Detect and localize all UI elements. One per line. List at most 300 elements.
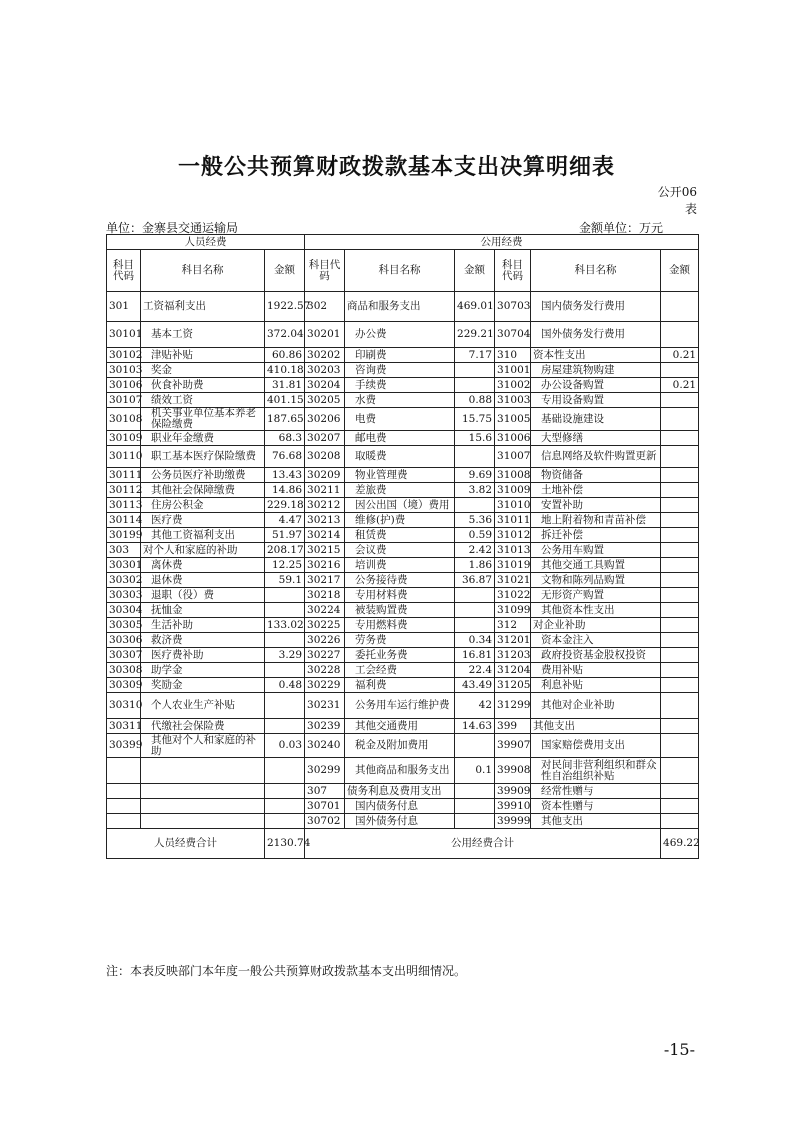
code-cell: 310 — [495, 348, 531, 363]
amount-cell — [265, 719, 305, 734]
expenditure-table — [106, 234, 699, 859]
name-cell: 公务接待费 — [345, 573, 455, 588]
code-cell: 31002 — [495, 378, 531, 393]
name-cell: 代缴社会保险费 — [141, 719, 265, 734]
table-row — [107, 322, 699, 348]
code-cell: 31099 — [495, 603, 531, 618]
code-cell: 312 — [495, 618, 531, 633]
code-cell: 301 — [107, 292, 141, 322]
name-cell: 对企业补助 — [531, 618, 661, 633]
code-cell: 30205 — [305, 393, 345, 408]
code-cell: 39999 — [495, 814, 531, 829]
amount-cell: 401.15 — [265, 393, 305, 408]
table-row — [107, 408, 699, 431]
name-cell: 奖励金 — [141, 678, 265, 693]
name-cell: 其他商品和服务支出 — [345, 758, 455, 784]
code-cell: 30202 — [305, 348, 345, 363]
code-cell: 30208 — [305, 446, 345, 468]
name-cell: 其他支出 — [531, 814, 661, 829]
amount-cell: 3.29 — [265, 648, 305, 663]
name-cell: 国内债务付息 — [345, 799, 455, 814]
amount-cell: 0.34 — [455, 633, 495, 648]
name-cell: 办公设备购置 — [531, 378, 661, 393]
table-row — [107, 693, 699, 719]
name-cell: 利息补贴 — [531, 678, 661, 693]
name-cell: 职工基本医疗保险缴费 — [141, 446, 265, 468]
code-cell: 30701 — [305, 799, 345, 814]
name-cell: 绩效工资 — [141, 393, 265, 408]
col-header-code: 科目代码 — [495, 250, 531, 292]
amount-cell — [661, 693, 699, 719]
amount-cell — [661, 543, 699, 558]
code-cell: 30399 — [107, 734, 141, 758]
name-cell: 费用补贴 — [531, 663, 661, 678]
code-cell: 30215 — [305, 543, 345, 558]
name-cell: 公务用车购置 — [531, 543, 661, 558]
amount-cell — [661, 322, 699, 348]
code-cell: 30218 — [305, 588, 345, 603]
amount-cell: 0.88 — [455, 393, 495, 408]
name-cell: 政府投资基金股权投资 — [531, 648, 661, 663]
amount-cell — [661, 799, 699, 814]
name-cell: 维修(护)费 — [345, 513, 455, 528]
name-cell: 离休费 — [141, 558, 265, 573]
code-cell: 31011 — [495, 513, 531, 528]
amount-cell: 43.49 — [455, 678, 495, 693]
amount-cell: 187.65 — [265, 408, 305, 431]
amount-cell — [661, 558, 699, 573]
name-cell: 对个人和家庭的补助 — [141, 543, 265, 558]
code-cell: 30112 — [107, 483, 141, 498]
code-cell: 307 — [305, 784, 345, 799]
name-cell: 地上附着物和青苗补偿 — [531, 513, 661, 528]
amount-cell: 0.21 — [661, 378, 699, 393]
name-cell: 租赁费 — [345, 528, 455, 543]
code-cell: 39910 — [495, 799, 531, 814]
amount-cell: 4.47 — [265, 513, 305, 528]
name-cell — [141, 784, 265, 799]
table-row — [107, 431, 699, 446]
amount-cell: 0.21 — [661, 348, 699, 363]
name-cell: 商品和服务支出 — [345, 292, 455, 322]
code-cell — [107, 758, 141, 784]
name-cell: 取暖费 — [345, 446, 455, 468]
amount-cell — [661, 603, 699, 618]
name-cell: 物业管理费 — [345, 468, 455, 483]
code-cell: 30114 — [107, 513, 141, 528]
amount-cell — [661, 784, 699, 799]
col-header-code: 科目代码 — [107, 250, 141, 292]
code-cell: 30204 — [305, 378, 345, 393]
code-cell: 30311 — [107, 719, 141, 734]
name-cell: 住房公积金 — [141, 498, 265, 513]
amount-cell: 76.68 — [265, 446, 305, 468]
table-row — [107, 603, 699, 618]
code-cell: 303 — [107, 543, 141, 558]
code-cell: 30299 — [305, 758, 345, 784]
amount-cell: 208.17 — [265, 543, 305, 558]
amount-cell — [661, 292, 699, 322]
code-cell: 30209 — [305, 468, 345, 483]
group-personnel-header: 人员经费 — [107, 235, 305, 250]
amount-cell: 0.03 — [265, 734, 305, 758]
code-cell: 30213 — [305, 513, 345, 528]
code-cell: 30231 — [305, 693, 345, 719]
code-cell: 31013 — [495, 543, 531, 558]
name-cell — [141, 799, 265, 814]
table-row — [107, 814, 699, 829]
code-cell: 31022 — [495, 588, 531, 603]
amount-cell — [661, 468, 699, 483]
code-cell: 30199 — [107, 528, 141, 543]
name-cell: 公务员医疗补助缴费 — [141, 468, 265, 483]
amount-cell: 5.36 — [455, 513, 495, 528]
table-row — [107, 468, 699, 483]
amount-cell — [661, 719, 699, 734]
name-cell: 公务用车运行维护费 — [345, 693, 455, 719]
amount-cell: 2.42 — [455, 543, 495, 558]
table-row — [107, 573, 699, 588]
code-cell: 30703 — [495, 292, 531, 322]
name-cell: 其他交通工具购置 — [531, 558, 661, 573]
code-cell: 30110 — [107, 446, 141, 468]
amount-cell — [661, 393, 699, 408]
amount-cell: 0.59 — [455, 528, 495, 543]
code-cell: 31006 — [495, 431, 531, 446]
amount-cell: 51.97 — [265, 528, 305, 543]
code-cell: 30102 — [107, 348, 141, 363]
table-code-label-suffix: 表 — [684, 202, 697, 216]
name-cell: 邮电费 — [345, 431, 455, 446]
total-public-value: 469.22 — [661, 829, 699, 859]
amount-cell: 0.48 — [265, 678, 305, 693]
code-cell: 30217 — [305, 573, 345, 588]
name-cell: 专用燃料费 — [345, 618, 455, 633]
table-row — [107, 363, 699, 378]
code-cell: 30310 — [107, 693, 141, 719]
amount-cell: 0.1 — [455, 758, 495, 784]
amount-cell — [661, 573, 699, 588]
table-row — [107, 663, 699, 678]
name-cell: 其他交通费用 — [345, 719, 455, 734]
amount-cell: 14.63 — [455, 719, 495, 734]
unit-label: 单位：金寨县交通运输局 — [106, 221, 239, 235]
amount-cell — [455, 814, 495, 829]
amount-cell: 14.86 — [265, 483, 305, 498]
col-header-name: 科目名称 — [531, 250, 661, 292]
code-cell: 31007 — [495, 446, 531, 468]
code-cell: 30704 — [495, 322, 531, 348]
code-cell: 31008 — [495, 468, 531, 483]
amount-cell — [661, 618, 699, 633]
amount-cell: 229.21 — [455, 322, 495, 348]
name-cell — [141, 758, 265, 784]
code-cell: 30106 — [107, 378, 141, 393]
name-cell: 债务利息及费用支出 — [345, 784, 455, 799]
amount-cell — [661, 483, 699, 498]
amount-cell — [661, 648, 699, 663]
table-row — [107, 513, 699, 528]
name-cell: 咨询费 — [345, 363, 455, 378]
table-row — [107, 719, 699, 734]
col-header-amount: 金额 — [265, 250, 305, 292]
amount-cell: 68.3 — [265, 431, 305, 446]
amount-cell — [265, 814, 305, 829]
code-cell: 30301 — [107, 558, 141, 573]
name-cell: 水费 — [345, 393, 455, 408]
amount-cell — [661, 498, 699, 513]
amount-cell: 31.81 — [265, 378, 305, 393]
code-cell: 31205 — [495, 678, 531, 693]
amount-cell: 133.02 — [265, 618, 305, 633]
code-cell: 31003 — [495, 393, 531, 408]
amount-cell: 16.81 — [455, 648, 495, 663]
name-cell: 国内债务发行费用 — [531, 292, 661, 322]
code-cell: 30108 — [107, 408, 141, 431]
code-cell: 31299 — [495, 693, 531, 719]
group-public-header: 公用经费 — [305, 235, 699, 250]
amount-cell — [661, 431, 699, 446]
amount-cell — [455, 784, 495, 799]
name-cell: 房屋建筑物购建 — [531, 363, 661, 378]
code-cell: 399 — [495, 719, 531, 734]
code-cell: 30103 — [107, 363, 141, 378]
name-cell: 退职（役）费 — [141, 588, 265, 603]
code-cell: 30109 — [107, 431, 141, 446]
code-cell: 30214 — [305, 528, 345, 543]
amount-cell — [455, 446, 495, 468]
amount-cell — [265, 693, 305, 719]
table-row — [107, 799, 699, 814]
total-personnel-value: 2130.74 — [265, 829, 305, 859]
code-cell: 30227 — [305, 648, 345, 663]
name-cell: 个人农业生产补贴 — [141, 693, 265, 719]
table-code-label: 公开06 — [657, 185, 697, 199]
page-title: 一般公共预算财政拨款基本支出决算明细表 — [177, 155, 615, 180]
name-cell: 对民间非营利组织和群众性自治组织补贴 — [531, 758, 661, 784]
amount-cell: 410.18 — [265, 363, 305, 378]
code-cell: 30212 — [305, 498, 345, 513]
amount-cell — [455, 618, 495, 633]
amount-cell — [265, 799, 305, 814]
name-cell: 机关事业单位基本养老保险缴费 — [141, 408, 265, 431]
amount-cell — [661, 633, 699, 648]
code-cell: 30226 — [305, 633, 345, 648]
code-cell: 30228 — [305, 663, 345, 678]
name-cell: 无形资产购置 — [531, 588, 661, 603]
code-cell: 30201 — [305, 322, 345, 348]
col-header-name: 科目名称 — [141, 250, 265, 292]
amount-unit-label: 金额单位：万元 — [578, 221, 663, 235]
group-header-row — [107, 235, 699, 250]
name-cell: 电费 — [345, 408, 455, 431]
name-cell: 差旅费 — [345, 483, 455, 498]
amount-cell: 1.86 — [455, 558, 495, 573]
name-cell: 资本性赠与 — [531, 799, 661, 814]
name-cell: 拆迁补偿 — [531, 528, 661, 543]
code-cell: 31201 — [495, 633, 531, 648]
name-cell: 基本工资 — [141, 322, 265, 348]
name-cell: 职业年金缴费 — [141, 431, 265, 446]
name-cell: 国家赔偿费用支出 — [531, 734, 661, 758]
name-cell: 土地补偿 — [531, 483, 661, 498]
amount-cell — [661, 678, 699, 693]
amount-cell — [265, 633, 305, 648]
code-cell: 31203 — [495, 648, 531, 663]
code-cell: 31005 — [495, 408, 531, 431]
name-cell: 抚恤金 — [141, 603, 265, 618]
amount-cell — [661, 758, 699, 784]
code-cell: 30207 — [305, 431, 345, 446]
code-cell: 30309 — [107, 678, 141, 693]
table-row — [107, 784, 699, 799]
amount-cell: 15.75 — [455, 408, 495, 431]
code-cell: 39908 — [495, 758, 531, 784]
col-header-amount: 金额 — [455, 250, 495, 292]
name-cell: 办公费 — [345, 322, 455, 348]
name-cell: 大型修缮 — [531, 431, 661, 446]
name-cell: 医疗费补助 — [141, 648, 265, 663]
code-cell: 30111 — [107, 468, 141, 483]
table-row — [107, 393, 699, 408]
code-cell: 30101 — [107, 322, 141, 348]
code-cell: 30307 — [107, 648, 141, 663]
table-row — [107, 292, 699, 322]
code-cell: 39909 — [495, 784, 531, 799]
code-cell: 30306 — [107, 633, 141, 648]
name-cell: 津贴补贴 — [141, 348, 265, 363]
code-cell: 39907 — [495, 734, 531, 758]
code-cell: 30304 — [107, 603, 141, 618]
page-number: -15- — [663, 1040, 695, 1059]
name-cell: 生活补助 — [141, 618, 265, 633]
amount-cell: 372.04 — [265, 322, 305, 348]
code-cell — [107, 784, 141, 799]
amount-cell: 229.18 — [265, 498, 305, 513]
name-cell: 其他资本性支出 — [531, 603, 661, 618]
table-row — [107, 648, 699, 663]
code-cell: 30224 — [305, 603, 345, 618]
code-cell: 30305 — [107, 618, 141, 633]
amount-cell — [455, 363, 495, 378]
code-cell: 31012 — [495, 528, 531, 543]
name-cell: 因公出国（境）费用 — [345, 498, 455, 513]
table-row — [107, 734, 699, 758]
code-cell: 30302 — [107, 573, 141, 588]
code-cell: 30240 — [305, 734, 345, 758]
code-cell — [107, 799, 141, 814]
code-cell: 31010 — [495, 498, 531, 513]
amount-cell: 13.43 — [265, 468, 305, 483]
table-row — [107, 678, 699, 693]
column-header-row — [107, 250, 699, 292]
code-cell — [107, 814, 141, 829]
amount-cell: 59.1 — [265, 573, 305, 588]
code-cell: 30303 — [107, 588, 141, 603]
amount-cell: 42 — [455, 693, 495, 719]
total-public-label: 公用经费合计 — [305, 829, 661, 859]
name-cell: 安置补助 — [531, 498, 661, 513]
amount-cell — [661, 663, 699, 678]
table-row — [107, 528, 699, 543]
name-cell: 福利费 — [345, 678, 455, 693]
code-cell: 31021 — [495, 573, 531, 588]
amount-cell — [265, 588, 305, 603]
col-header-code: 科目代码 — [305, 250, 345, 292]
amount-cell: 3.82 — [455, 483, 495, 498]
amount-cell — [661, 814, 699, 829]
code-cell: 30308 — [107, 663, 141, 678]
amount-cell: 36.87 — [455, 573, 495, 588]
name-cell: 国外债务发行费用 — [531, 322, 661, 348]
code-cell: 30206 — [305, 408, 345, 431]
name-cell: 其他支出 — [531, 719, 661, 734]
code-cell: 31009 — [495, 483, 531, 498]
name-cell: 物资储备 — [531, 468, 661, 483]
total-personnel-label: 人员经费合计 — [107, 829, 265, 859]
amount-cell: 60.86 — [265, 348, 305, 363]
name-cell: 税金及附加费用 — [345, 734, 455, 758]
amount-cell — [455, 603, 495, 618]
name-cell: 文物和陈列品购置 — [531, 573, 661, 588]
name-cell: 资本金注入 — [531, 633, 661, 648]
name-cell: 国外债务付息 — [345, 814, 455, 829]
table-row — [107, 483, 699, 498]
code-cell: 30225 — [305, 618, 345, 633]
name-cell: 救济费 — [141, 633, 265, 648]
amount-cell: 469.01 — [455, 292, 495, 322]
table-row — [107, 498, 699, 513]
name-cell: 伙食补助费 — [141, 378, 265, 393]
name-cell: 经常性赠与 — [531, 784, 661, 799]
code-cell: 31204 — [495, 663, 531, 678]
amount-cell — [265, 784, 305, 799]
code-cell: 302 — [305, 292, 345, 322]
code-cell: 30216 — [305, 558, 345, 573]
amount-cell — [661, 513, 699, 528]
amount-cell — [661, 734, 699, 758]
name-cell: 会议费 — [345, 543, 455, 558]
code-cell: 30702 — [305, 814, 345, 829]
amount-cell — [455, 378, 495, 393]
footnote: 注：本表反映部门本年度一般公共预算财政拨款基本支出明细情况。 — [106, 964, 467, 978]
col-header-amount: 金额 — [661, 250, 699, 292]
table-row — [107, 618, 699, 633]
table-row — [107, 588, 699, 603]
name-cell: 工资福利支出 — [141, 292, 265, 322]
amount-cell — [661, 363, 699, 378]
amount-cell — [661, 408, 699, 431]
code-cell: 30211 — [305, 483, 345, 498]
name-cell: 其他对企业补助 — [531, 693, 661, 719]
total-row — [107, 829, 699, 859]
name-cell: 劳务费 — [345, 633, 455, 648]
amount-cell — [455, 734, 495, 758]
amount-cell: 12.25 — [265, 558, 305, 573]
name-cell: 被装购置费 — [345, 603, 455, 618]
amount-cell: 1922.57 — [265, 292, 305, 322]
name-cell: 基础设施建设 — [531, 408, 661, 431]
amount-cell — [661, 446, 699, 468]
name-cell: 印刷费 — [345, 348, 455, 363]
table-row — [107, 633, 699, 648]
name-cell: 奖金 — [141, 363, 265, 378]
name-cell: 其他工资福利支出 — [141, 528, 265, 543]
amount-cell: 9.69 — [455, 468, 495, 483]
code-cell: 31019 — [495, 558, 531, 573]
table-row — [107, 558, 699, 573]
table-row — [107, 348, 699, 363]
